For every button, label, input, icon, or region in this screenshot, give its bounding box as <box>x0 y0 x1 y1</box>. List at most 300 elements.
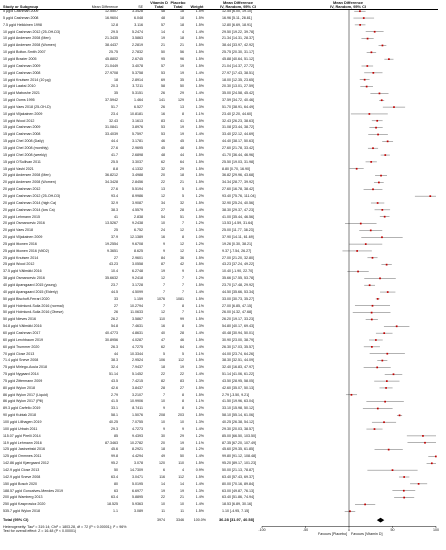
effect-square <box>366 86 368 88</box>
study-name: 20 µg/d Vaes 2018 <box>3 228 33 233</box>
effect-square <box>387 141 389 143</box>
effect-square <box>366 65 368 67</box>
mean-diff-value: 31.0841 <box>105 125 118 130</box>
weight-value: 1.0% <box>195 235 204 240</box>
total-placebo-value: 7 <box>182 276 184 281</box>
total-placebo-value: 8 <box>182 235 184 240</box>
weight-value: 1.5% <box>195 84 204 89</box>
mean-diff-value: 38.3 <box>111 358 118 363</box>
total-vitd-value: 1076 <box>157 296 165 301</box>
ci-value: 34.34 [28.77, 39.92] <box>222 180 254 185</box>
effect-square <box>385 387 387 389</box>
study-name: 5 µg/d Cashman 2008 <box>3 15 39 20</box>
ci-value: 26.00 [4.32, 47.68] <box>222 310 252 315</box>
total-vitd-value: 26 <box>161 91 165 96</box>
ci-value: 12.55 [6.00, 19.10] <box>222 9 252 13</box>
ci-value: 41.70 [36.44, 46.96] <box>222 152 254 157</box>
effect-square <box>384 216 386 218</box>
se-value: 8.7411 <box>132 406 143 411</box>
study-name: 75 µg/d Zittermann 2009 <box>3 378 43 383</box>
ci-value: 2.79 [-3.50, 9.21] <box>222 392 250 397</box>
study-name: 10 µg/d Wood 2012 <box>3 118 35 123</box>
weight-value: 1.3% <box>195 365 204 370</box>
weight-value: 1.5% <box>195 139 204 144</box>
study-name: 10 µg/d Vaes 2018 (25-OH-D) <box>3 104 51 109</box>
mean-diff-value: 9.3651 <box>107 248 118 253</box>
total-vitd-value: 83 <box>161 118 165 123</box>
effect-square <box>374 31 376 33</box>
ci-value: 33.00 [30.73, 35.27] <box>222 296 254 301</box>
se-value: 5.3151 <box>132 91 143 96</box>
effect-square <box>372 257 374 259</box>
mean-diff-value: 37.9 <box>111 235 118 240</box>
total-vitd-value: 95 <box>161 56 165 61</box>
study-name: 60 µg/d Lerchbaum 2019 <box>3 337 44 342</box>
total-vitd-value: 116 <box>159 474 165 479</box>
mean-diff-value: 36.8212 <box>105 173 118 178</box>
weight-value: 1.4% <box>195 481 204 486</box>
ci-value: 45.60 [29.35, 61.85] <box>222 447 254 452</box>
ci-value: 99.80 [91.12, 108.48] <box>222 454 256 459</box>
total-placebo-value: 50 <box>180 84 184 89</box>
total-placebo-value: 18 <box>180 447 184 452</box>
mean-diff-value: 32.9 <box>111 200 118 205</box>
total-placebo-sum: 3346 <box>176 517 184 522</box>
weight-value: 1.2% <box>195 447 204 452</box>
effect-square <box>374 428 376 430</box>
se-value: 3.9087 <box>132 200 143 205</box>
ci-value: 80.00 [70.16, 89.84] <box>222 481 254 486</box>
weight-value: 1.3% <box>195 228 204 233</box>
header-total-vitd: Total <box>154 3 164 9</box>
mean-diff-value: 8.8 <box>113 166 118 171</box>
mean-diff-value: 93.4 <box>111 193 118 198</box>
mean-diff-value: 18 <box>114 77 118 82</box>
study-name: 10 µg/d Bolton-Smith 2007 <box>3 50 46 55</box>
se-value: 6.6977 <box>132 488 143 493</box>
total-vitd-value: 10 <box>161 420 165 424</box>
mean-diff-value: 37.5942 <box>105 98 118 103</box>
total-placebo-value: 8 <box>182 406 184 411</box>
total-vitd-value: 62 <box>161 159 165 164</box>
se-value: 8.9986 <box>132 193 143 198</box>
total-placebo-value: 18 <box>180 173 184 178</box>
total-vitd-value: 30 <box>161 433 165 438</box>
total-placebo-value: 44 <box>180 152 184 157</box>
favours-vitd-label: Favours [Vitamin D] <box>351 531 383 536</box>
se-value: 9.6708 <box>132 241 143 246</box>
total-vitd-value: 7 <box>163 283 165 287</box>
se-value: 3.1728 <box>132 283 143 287</box>
ci-value: 27.60 [21.78, 33.42] <box>222 146 254 150</box>
effect-square <box>388 449 390 451</box>
se-value: 10.3344 <box>130 351 143 356</box>
ci-value: 16.96 [5.11, 28.81] <box>222 15 252 20</box>
effect-square <box>393 106 395 108</box>
ci-value: 29.30 [20.03, 38.57] <box>222 426 254 431</box>
study-name: 20 µg/d Osmancevic 2016 <box>3 221 45 226</box>
se-value: 9.2438 <box>132 221 143 226</box>
study-name: 40 µg/d Aparsgaard 2015 (Elderly) <box>3 289 58 294</box>
ci-value: 45.88 [40.64, 51.12] <box>222 56 254 61</box>
effect-square <box>388 58 390 60</box>
weight-value: 1.5% <box>195 22 204 27</box>
ci-value: 32.43 [26.23, 38.63] <box>222 118 254 123</box>
mean-diff-value: 23.4 <box>111 111 118 116</box>
study-name: 100 µg/d Urbain 2011 <box>3 426 38 431</box>
weight-value: 1.5% <box>195 358 204 363</box>
effect-square <box>372 188 374 190</box>
ci-value: 32.90 [25.24, 40.56] <box>222 200 254 205</box>
study-name: 142.86 µg/d Kjærgaard 2012 <box>3 461 49 466</box>
header-ci-sub: IV, Random, 95% CI <box>220 3 256 9</box>
effect-square <box>371 319 373 321</box>
total-placebo-value: 5 <box>182 351 184 356</box>
weight-value: 1.1% <box>195 303 204 308</box>
weight-value: 1.5% <box>195 385 204 390</box>
study-name: 10 µg/d Cashman 2012 (25-OH-D3) <box>3 29 61 34</box>
total-placebo-value: 41 <box>180 118 184 123</box>
total-placebo-value: 8 <box>182 111 184 116</box>
ci-value: 44.00 [23.74, 64.26] <box>222 351 254 356</box>
se-value: 11.0633 <box>130 310 143 315</box>
total-vitd-value: 10 <box>161 399 165 404</box>
effect-square <box>357 271 359 273</box>
se-value: 4.1332 <box>132 166 143 171</box>
mean-diff-value: 42.6 <box>111 385 118 390</box>
total-placebo-value: 8 <box>182 399 184 404</box>
mean-diff-value: 41 <box>114 214 118 219</box>
se-value: 5.2474 <box>132 29 143 34</box>
weight-value: 1.5% <box>195 146 204 150</box>
total-placebo-value: 18 <box>180 22 184 27</box>
weight-value: 1.3% <box>195 488 204 493</box>
mean-diff-value: 40.25 <box>109 420 118 424</box>
ci-value: 18.00 [12.35, 23.65] <box>222 77 254 82</box>
mean-diff-value: 38.3 <box>111 207 118 212</box>
se-value: 3.0471 <box>132 474 143 479</box>
total-vitd-value: 22 <box>161 495 165 500</box>
weight-value: 1.5% <box>195 98 204 103</box>
weight-value: 1.5% <box>195 63 204 68</box>
mean-diff-value: 26.2 <box>111 317 118 322</box>
effect-square <box>431 462 433 464</box>
total-placebo-value: 4 <box>182 29 184 34</box>
mean-diff-value: 35.6632 <box>105 276 118 281</box>
study-name: 37.5 µg/d Välimäki 2016 <box>3 269 42 274</box>
se-value: 7.4631 <box>132 324 143 329</box>
total-vitd-value: 6 <box>163 467 165 472</box>
mean-diff-value: 44 <box>114 351 118 356</box>
se-value: 2.6745 <box>132 56 143 61</box>
study-name: 38 µg/d Osmancevic 2016 <box>3 276 45 281</box>
mean-diff-value: 1.1 <box>113 509 118 514</box>
se-value: 10.9906 <box>130 399 143 404</box>
effect-square <box>359 24 361 26</box>
se-value: 3.1781 <box>132 139 143 144</box>
total-vitd-sum: 3974 <box>157 517 165 522</box>
effect-square <box>381 236 383 238</box>
total-vitd-value: 49 <box>161 454 165 459</box>
study-name: 90 µg/d Kubiak 2018 <box>3 413 37 418</box>
weight-value: 1.5% <box>195 166 204 171</box>
effect-square <box>379 93 381 95</box>
total-placebo-value: 29 <box>180 91 184 96</box>
mean-diff-value: 16.9604 <box>105 15 118 20</box>
mean-diff-value: 13.5267 <box>105 221 118 226</box>
total-placebo-value: 51 <box>180 214 184 219</box>
ci-value: 44.40 [38.17, 50.63] <box>222 139 254 144</box>
total-placebo-value: 203 <box>178 413 184 418</box>
effect-square <box>381 209 383 211</box>
mean-diff-value: 58.1 <box>111 413 118 418</box>
se-value: 4.4294 <box>132 454 143 459</box>
weight-value: 1.4% <box>195 29 204 34</box>
total-placebo-value: 18 <box>180 15 184 20</box>
total-vitd-value: 9 <box>163 241 165 246</box>
header-total-placebo: Total <box>173 3 183 9</box>
mean-diff-value: 20.3 <box>111 84 118 89</box>
study-name: 71.4 µg/d Sneve 2008 <box>3 358 39 363</box>
mean-diff-value: 30.8956 <box>105 337 118 342</box>
ci-value: 25.50 [19.03, 31.98] <box>222 159 254 164</box>
se-value: 5.8895 <box>132 495 143 500</box>
total-placebo-value: 110 <box>178 461 184 466</box>
weight-value: 1.4% <box>195 207 204 212</box>
total-placebo-value: 45 <box>180 139 184 144</box>
mean-diff-value: 38.4437 <box>105 43 118 48</box>
total-vitd-value: 18 <box>161 365 165 370</box>
total-vitd-value: 22 <box>161 180 165 185</box>
study-name: 75 µg/d Nygaard 2014 <box>3 372 39 377</box>
weight-value: 1.3% <box>195 420 204 424</box>
weight-value: 1.5% <box>195 214 204 219</box>
ci-value: 42.60 [35.07, 50.13] <box>222 385 254 390</box>
study-name: 535.7 µg/d Wylon 2018 <box>3 509 41 514</box>
study-name: 15 µg/d Chel 2008 (weekly) <box>3 152 47 157</box>
effect-square <box>383 421 385 423</box>
study-name: 20 µg/d Andersen 2008 (Women) <box>3 180 56 185</box>
total-placebo-value: 12 <box>180 228 184 233</box>
total-placebo-value: 36 <box>180 255 184 260</box>
effect-square <box>371 51 373 53</box>
total-placebo-value: 22 <box>180 372 184 377</box>
ci-value: 44.50 [35.66, 53.34] <box>222 289 254 294</box>
mean-diff-value: 45.6 <box>111 447 118 452</box>
total-vitd-value: 26 <box>161 104 165 109</box>
mean-diff-value: 95.2 <box>111 461 118 466</box>
ci-value: 41.50 [19.96, 63.04] <box>222 399 254 404</box>
total-placebo-value: 112 <box>178 474 184 479</box>
se-value: 3.078 <box>134 461 143 466</box>
se-value: 6.2748 <box>132 269 143 274</box>
total-placebo-value: 64 <box>180 159 184 164</box>
ci-value: 21.34 [14.31, 28.37] <box>222 36 254 41</box>
effect-square <box>372 305 374 307</box>
mean-diff-value: 63.4 <box>111 495 118 500</box>
total-vitd-value: 10 <box>161 502 165 507</box>
total-vitd-value: 53 <box>161 125 165 130</box>
effect-square <box>381 360 383 362</box>
total-placebo-value: 28 <box>180 330 184 335</box>
weight-value: 1.4% <box>195 372 204 377</box>
se-value: 2.2819 <box>132 43 143 48</box>
total-vitd-value: 9 <box>163 426 165 431</box>
x-tick-label: 0 <box>348 527 350 532</box>
total-vitd-value: 48 <box>161 9 165 13</box>
weight-value: 1.2% <box>195 406 204 411</box>
ci-value: 38.30 [29.37, 47.23] <box>222 207 254 212</box>
study-name: 10 µg/d Cashman 2009 <box>3 63 41 68</box>
se-value: 4.8631 <box>132 330 143 335</box>
total-vitd-value: 50 <box>161 50 165 55</box>
effect-square <box>356 168 358 170</box>
total-placebo-value: 19 <box>180 125 184 130</box>
total-placebo-value: 64 <box>180 344 184 349</box>
study-name: 15 µg/d Vashi 2021 <box>3 166 34 171</box>
effect-square <box>386 380 388 382</box>
header-mean-diff: Mean Difference <box>91 4 118 9</box>
ci-value: 50.00 [21.13, 78.87] <box>222 467 254 472</box>
mean-diff-value: 63.4 <box>111 474 118 479</box>
effect-square <box>381 99 383 101</box>
total-vitd-value: 46 <box>161 139 165 144</box>
total-vitd-value: 14 <box>161 29 165 34</box>
se-value: 1.159 <box>134 296 143 301</box>
total-placebo-value: 19 <box>180 488 184 493</box>
ci-value: 63.40 [57.43, 69.37] <box>222 474 254 479</box>
weight-value: 1.5% <box>195 50 204 55</box>
study-name: 150 µg/d Bosch 2020 <box>3 481 38 486</box>
total-placebo-value: 29 <box>180 433 184 438</box>
total-placebo-value: 21 <box>180 495 184 500</box>
ci-value: 37.90 [14.11, 61.69] <box>222 235 254 240</box>
se-value: 3.5867 <box>132 317 143 322</box>
total-vitd-value: 48 <box>161 152 165 157</box>
effect-square <box>375 127 377 129</box>
total-vitd-value: 7 <box>163 392 165 397</box>
weight-value: 1.4% <box>195 70 204 75</box>
mean-diff-value: 25.5 <box>111 159 118 164</box>
se-value: 3.1613 <box>132 118 143 123</box>
effect-square <box>365 243 367 245</box>
weight-value: 1.1% <box>195 351 204 356</box>
study-name: 125 µg/d Jastrzebski 2016 <box>3 447 46 452</box>
total-placebo-value: 12 <box>180 241 184 246</box>
total-vitd-value: 9 <box>163 406 165 411</box>
total-placebo-value: 56 <box>180 50 184 55</box>
se-value: 10.2794 <box>130 303 143 308</box>
study-name: 15 µg/d O'Sullivan 2011 <box>3 159 41 164</box>
total-weight: 100.0% <box>193 517 206 522</box>
total-placebo-value: 50 <box>180 454 184 459</box>
mean-diff-value: 41.5 <box>111 399 118 404</box>
ci-value: 8.80 [0.70, 16.90] <box>222 166 250 171</box>
mean-diff-value: 80 <box>114 481 118 486</box>
ci-value: 54.80 [40.17, 69.43] <box>222 324 254 329</box>
total-ci: 36.28 [31.97, 40.58] <box>219 516 255 522</box>
se-value: 3.5863 <box>132 36 143 41</box>
mean-diff-value: 12.5507 <box>105 9 118 13</box>
weight-value: 1.4% <box>195 132 204 137</box>
ci-value: 35.00 [24.58, 45.42] <box>222 91 254 96</box>
total-placebo-value: 9 <box>182 269 184 274</box>
total-placebo-value: 129 <box>178 98 184 103</box>
study-name: 200 µg/d Wamberg 2013 <box>3 495 43 500</box>
ci-value: 38.44 [33.97, 42.92] <box>222 43 254 48</box>
se-value: 8.2921 <box>132 447 143 452</box>
total-vitd-value: 10 <box>161 221 165 226</box>
weight-value: 1.5% <box>195 474 204 479</box>
weight-value: 1.2% <box>195 221 204 226</box>
total-placebo-value: 10 <box>180 420 184 424</box>
total-vitd-value: 20 <box>161 173 165 178</box>
study-name: 125 µg/d Ommnes 2011 <box>3 454 42 459</box>
study-name: 25 µg/d Wood 2012 <box>3 262 35 267</box>
se-value: 2.838 <box>134 214 143 219</box>
header-plot-col: Mean Difference <box>332 0 364 5</box>
study-name: 10 µg/d Cashman 2008 <box>3 70 41 75</box>
study-name: 188.57 µg/d Goncalves-Mendes 2019 <box>3 488 64 493</box>
ci-value: 23.40 [2.20, 44.60] <box>222 111 252 116</box>
mean-diff-value: 51.14 <box>109 372 118 377</box>
header-se: SE <box>138 4 143 9</box>
total-placebo-value: 112 <box>178 358 184 363</box>
weight-value: 1.5% <box>195 159 204 164</box>
total-placebo-value: 19 <box>180 132 184 137</box>
ci-value: 35.66 [17.55, 53.78] <box>222 276 254 281</box>
ci-value: 27.97 [17.43, 38.51] <box>222 70 254 75</box>
study-name: 5 µg/d Cashman 2009 <box>3 9 39 13</box>
se-value: 12.1389 <box>130 235 143 240</box>
ci-value: 1.10 [-4.95, 7.15] <box>222 509 250 514</box>
total-vitd-value: 84 <box>161 255 165 260</box>
total-vitd-value: 16 <box>161 111 165 116</box>
weight-value: 1.4% <box>195 269 204 274</box>
mean-diff-value: 33.4039 <box>105 132 118 137</box>
total-vitd-value: 9 <box>163 248 165 253</box>
weight-value: 1.5% <box>195 509 204 514</box>
study-name: 40 µg/d Aparsgaard 2015 (young) <box>3 283 57 287</box>
se-value: 5.0195 <box>132 481 143 486</box>
ci-value: 63.00 [49.87, 76.13] <box>222 488 254 493</box>
mean-diff-value: 33.1 <box>111 406 118 411</box>
total-vitd-value: 57 <box>161 22 165 27</box>
effect-square <box>377 202 379 204</box>
weight-value: 1.5% <box>195 413 204 418</box>
mean-diff-value: 43.5 <box>111 378 118 383</box>
ci-value: 33.10 [15.98, 50.12] <box>222 406 254 411</box>
effect-square <box>372 147 374 149</box>
study-name: 86 µg/d Wylon 2017 (Pill) <box>3 399 44 404</box>
x-tick-label: -50 <box>302 527 309 532</box>
ci-value: 18.53 [6.89, 30.16] <box>222 502 252 507</box>
study-name: 10 µg/d Andersen 2008 (Men) <box>3 36 51 41</box>
weight-value: 1.5% <box>195 152 204 157</box>
total-placebo-value: 19 <box>180 440 184 445</box>
se-value: 8.625 <box>134 248 143 253</box>
total-placebo-value: 21 <box>180 43 184 48</box>
mean-diff-value: 27.6 <box>111 187 118 192</box>
effect-square <box>371 346 373 348</box>
se-value: 10.2782 <box>130 440 143 445</box>
ci-value: 40.48 [30.94, 50.01] <box>222 330 254 335</box>
mean-diff-value: 33 <box>114 296 118 301</box>
ci-value: 12.80 [6.69, 18.91] <box>222 22 252 27</box>
study-name: 60 µg/d Cashman 2017 <box>3 330 41 335</box>
mean-diff-value: 27.9708 <box>105 70 118 75</box>
se-value: 7.0755 <box>132 420 143 424</box>
